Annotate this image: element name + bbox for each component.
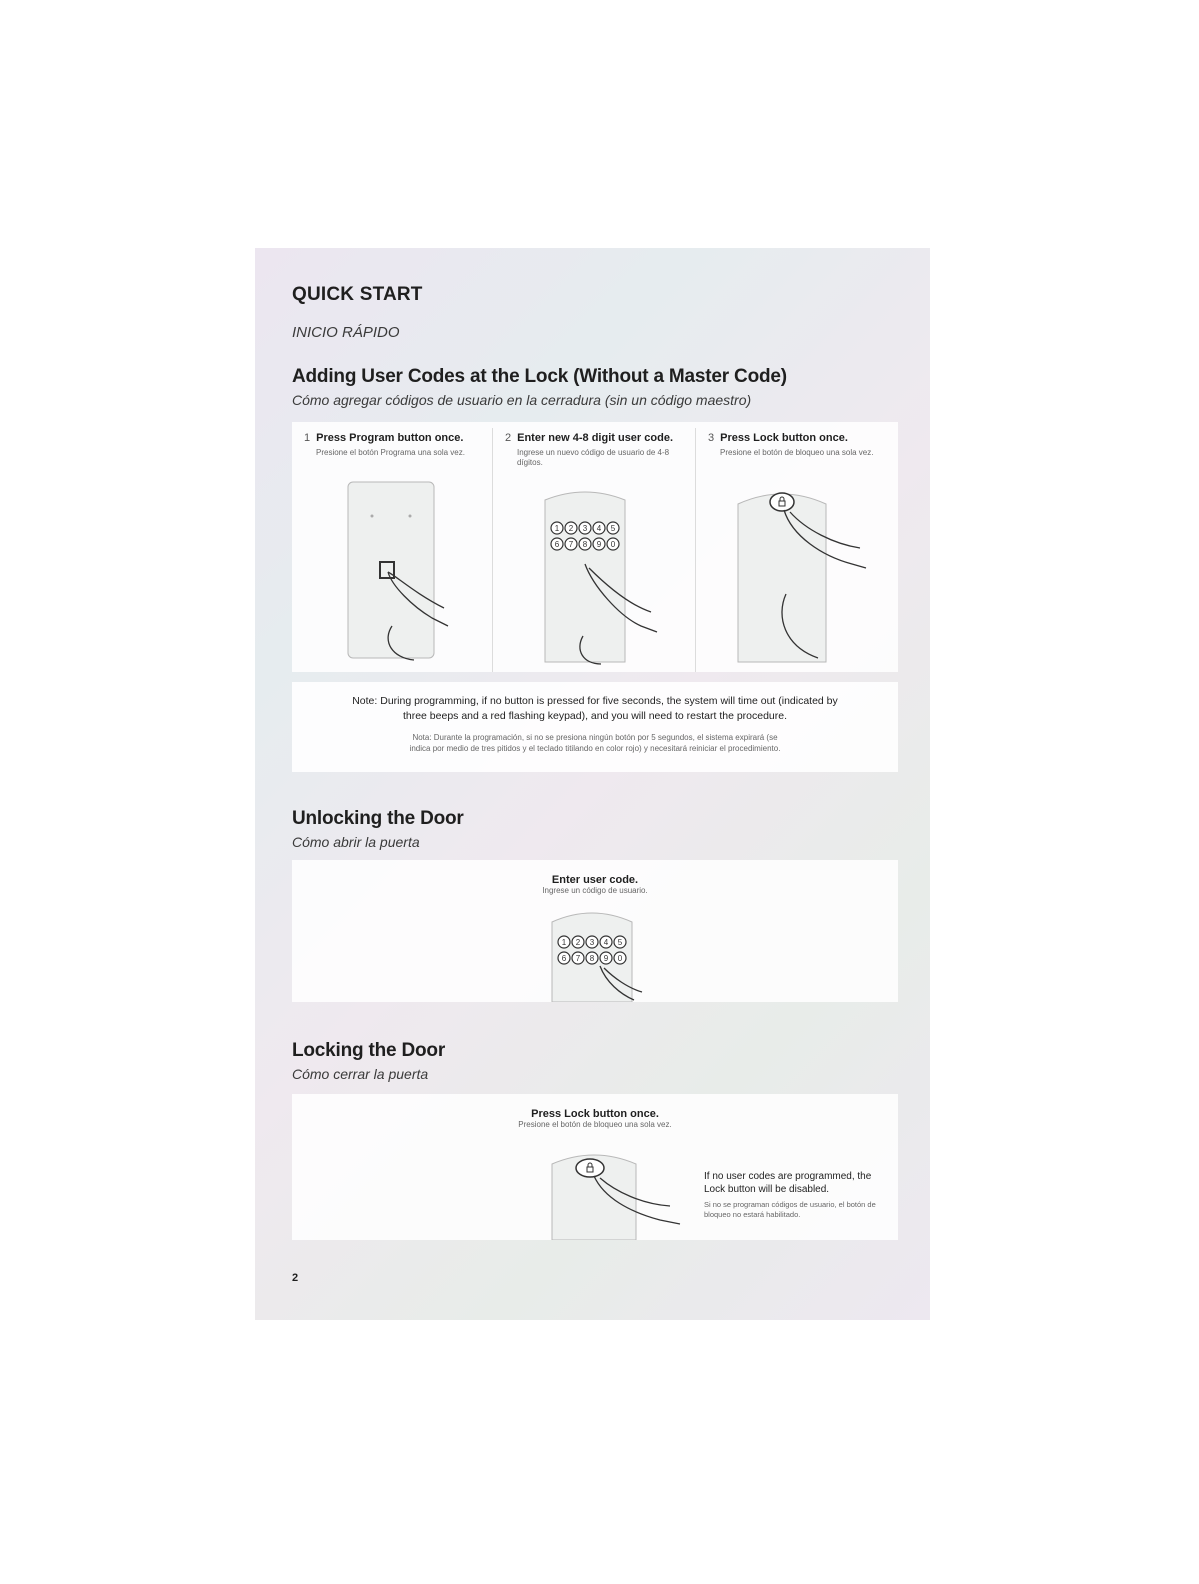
keypad-key-label: 0 [610,540,616,549]
keypad-key-label: 7 [568,540,574,549]
adding-codes-heading: Adding User Codes at the Lock (Without a Master Code) [292,366,787,387]
keypad-key-label: 3 [582,524,588,533]
step-desc-es: Presione el botón de bloqueo una sola vez. [720,448,874,457]
program-button-illustration [332,476,482,662]
steps-panel [292,422,898,672]
step-title: Enter new 4-8 digit user code. [517,432,673,444]
step-3 [696,428,898,672]
unlocking-instruction-es: Ingrese un código de usuario. [542,886,648,895]
side-note-es: Si no se programan códigos de usuario, el botón de bloqueo no estará habilitado. [704,1200,876,1219]
lock-disabled-note [704,1170,890,1220]
locking-heading: Locking the Door [292,1040,446,1061]
adding-codes-heading-es: Cómo agregar códigos de usuario en la cerradura (sin un código maestro) [292,392,752,408]
lock-button-illustration [542,1148,702,1240]
note-text: Note: During programming, if no button is pressed for five seconds, the system will time out (indicated by three beeps and a red flashing keypad), and you will need to restart the procedure. [352,695,838,722]
locking-instruction: Press Lock button once. [531,1108,659,1120]
manual-page [255,248,930,1320]
step-title: Press Program button once. [316,432,464,444]
locking-instruction-es: Presione el botón de bloqueo una sola vez. [518,1120,672,1129]
keypad-key-label: 6 [561,954,567,963]
keypad-key-label: 2 [568,524,574,533]
keypad-key-label: 7 [575,954,581,963]
step-2 [493,428,696,672]
keypad-key-label: 6 [554,540,560,549]
keypad-key-label: 0 [617,954,623,963]
unlocking-panel [292,860,898,1002]
step-title: Press Lock button once. [720,432,848,444]
keypad-illustration [542,908,652,1002]
keypad-illustration [523,486,683,666]
quick-start-heading: QUICK START [292,284,423,305]
side-note: If no user codes are programmed, the Lock button will be disabled. [704,1171,872,1195]
page-number: 2 [292,1272,299,1284]
keypad-key-label: 2 [575,938,581,947]
step-desc-es: Ingrese un nuevo código de usuario de 4-8 dígitos. [517,448,670,467]
unlocking-heading: Unlocking the Door [292,808,464,829]
locking-heading-es: Cómo cerrar la puerta [292,1066,429,1082]
step-1 [292,428,493,672]
step-number: 2 [505,432,512,444]
keypad-key-label: 1 [561,938,567,947]
keypad-key-label: 4 [603,938,609,947]
note-text-es: Nota: Durante la programación, si no se presiona ningún botón por 5 segundos, el sistema expirará (se indica por medio de tres pitidos y el teclado titilando en color rojo) y necesitará reiniciar el procedimiento. [409,733,781,753]
keypad-key-label: 1 [554,524,560,533]
keypad-key-label: 3 [589,938,595,947]
quick-start-heading-es: INICIO RÁPIDO [292,324,400,341]
keypad-key-label: 9 [596,540,602,549]
keypad-key-label: 8 [582,540,588,549]
unlocking-instruction: Enter user code. [551,874,639,886]
lock-button-illustration [726,486,896,666]
keypad-key-label: 4 [596,524,602,533]
step-number: 1 [304,432,311,444]
locking-panel [292,1094,898,1240]
step-desc-es: Presione el botón Programa una sola vez. [316,448,465,457]
keypad-key-label: 8 [589,954,595,963]
keypad-key-label: 5 [610,524,616,533]
unlocking-heading-es: Cómo abrir la puerta [292,834,420,850]
step-number: 3 [708,432,715,444]
keypad-key-label: 5 [617,938,623,947]
keypad-key-label: 9 [603,954,609,963]
timeout-note [292,682,898,772]
